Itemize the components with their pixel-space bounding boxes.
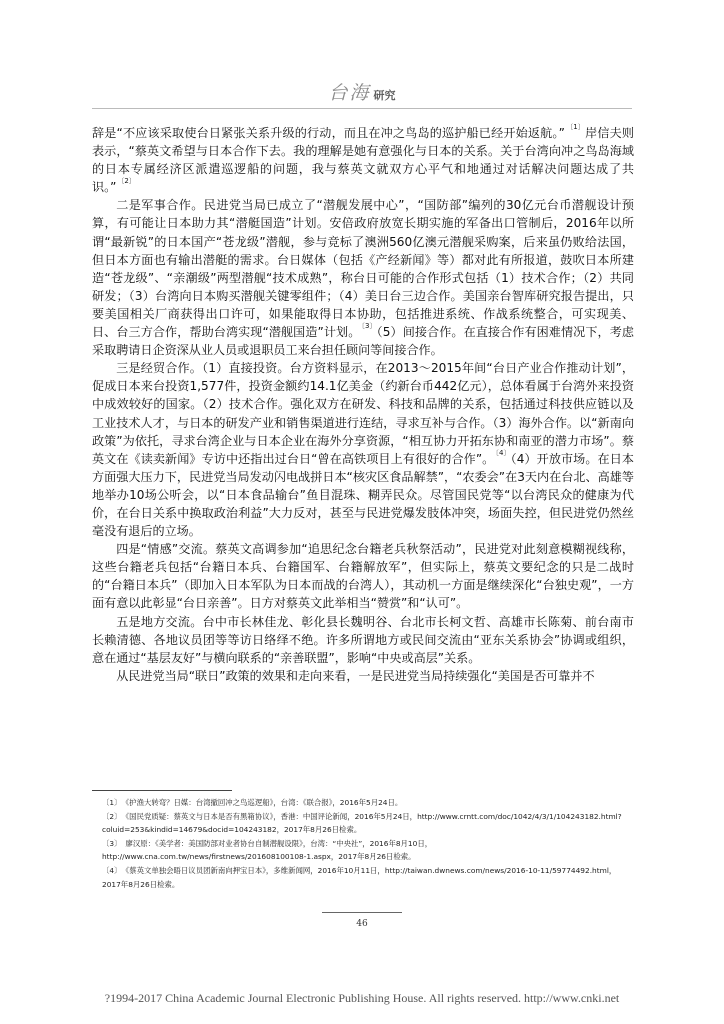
footnote-item: 〔2〕 《国民党质疑：蔡英文与日本是否有黑箱协议》，香港：中国评论新闻，2016年5月24日，http://www.crntt.com/doc/1042/4/3/1/104243182.html?coluid=253&kindid=14679&docid=104243182，2017年8月26日检索。: [102, 811, 622, 835]
page-number-divider: [322, 912, 402, 913]
journal-logo: 台海: [328, 82, 371, 104]
footnote-item: 〔3〕 廖汉原：《美学者：美国防部对业者协台自制潜舰设限》，台湾：“中央社”，2016年8月10日，http://www.cna.com.tw/news/firstnews/201608100108-1.aspx，2017年8月26日检索。: [102, 838, 433, 862]
footnote-ref[interactable]: 〔1〕: [565, 123, 586, 131]
footnote-divider: [92, 790, 232, 791]
footnote-ref[interactable]: 〔2〕: [117, 177, 136, 186]
journal-header: [0, 78, 724, 105]
paragraph: 辞是“不应该采取使台日紧张关系升级的行动，而且在冲之鸟岛的巡护船已经开始返航。”$^{〔1〕}$岸信夫则表示，“蔡英文希望与日本合作下去。我的理解是她有意强化与日本的关系。关于台湾向冲之鸟岛海域的日本专属经济区派遣巡逻船的问题，我与蔡英文就双方心平气和地通过对话解决问题达成了共识。”$^{〔2〕}$: [92, 123, 634, 195]
paragraph: 从民进党当局“联日”政策的效果和走向来看，一是民进党当局持续强化“美国是否可靠并不: [116, 668, 595, 683]
paragraph: 二是军事合作。民进党当局已成立了“潜舰发展中心”，“国防部”编列的30亿元台币潜舰设计预算，有可能让日本助力其“潜艇国造”计划。安倍政府放宽长期实施的军备出口管制后，2016年以所谓“最新锐”的日本国产“苍龙级”潜舰，参与竞标了澳洲560亿澳元潜舰采购案，后来虽仍败给法国，但日本方面也有输出潜艇的需求。台日媒体（包括《产经新闻》等）都对此有所报道，鼓吹日本所建造“苍龙级”、“亲潮级”两型潜舰“技术成熟”，称台日可能的合作形式包括（1）技术合作；（2）共同研发；（3）台湾向日本购买潜舰关键零组件；（4）美日台三边合作。美国亲台智库研究报告提出，只要美国相关厂商获得出口许可，如果能取得日本协助，包括推进系统、作战系统整合，可实现美、日、台三方合作，帮助台湾实现“潜舰国造”计划。$^{〔3〕}$（5）间接合作。在直接合作有困难情况下，考虑采取聘请日企资深从业人员或退职员工来台担任顾问等间接合作。: [92, 198, 634, 358]
paragraph: 三是经贸合作。（1）直接投资。台方资料显示，在2013～2015年间“台日产业合作推动计划”，促成日本来台投资1,577件，投资金额约14.1亿美金（约新台币442亿元），总体看属于台湾外来投资中成效较好的国家。（2）技术合作。强化双方在研发、科技和品牌的关系，包括通过科技供应链以及工业技术人才，与日本的研发产业和销售渠道进行连结，寻求互补与合作。（3）海外合作。以“新南向政策”为依托，寻求台湾企业与日本企业在海外分享资源，“相互协力开拓东协和南亚的潜力市场”。蔡英文在《读卖新闻》专访中还指出过台日“曾在高铁项目上有很好的合作”。$^{〔4〕}$（4）开放市场。在日本方面强大压力下，民进党当局发动闪电战拼日本“核灾区食品解禁”，“农委会”在3天内在台北、高雄等地举办10场公听会，以“日本食品输台”鱼目混珠、糊弄民众。尽管国民党等“以台湾民众的健康为代价，在台日关系中换取政治利益”大力反对，甚至与民进党爆发肢体冲突，场面失控，但民进党仍然丝毫没有退后的立场。: [92, 361, 634, 539]
footnote-ref[interactable]: 〔4〕: [495, 448, 511, 457]
footnote-item: 〔4〕 《蔡英文单独会晤日议员团新南向押宝日本》，多维新闻网，2016年10月11日，http://taiwan.dwnews.com/news/2016-10-11/59774492.html，2017年8月26日检索。: [102, 865, 617, 889]
header-divider: [92, 108, 632, 109]
copyright-notice: ?1994-2017 China Academic Journal Electronic Publishing House. All rights reserved. http://www.cnki.net: [104, 991, 620, 1005]
paragraph: 五是地方交流。台中市长林佳龙、彰化县长魏明谷、台北市长柯文哲、高雄市长陈菊、前台南市长赖清德、各地议员团等等访日络绎不绝。许多所谓地方或民间交流由“亚东关系协会”协调或组织，意在通过“基层友好”与横向联系的“亲善联盟”，影响“中央或高层”关系。: [92, 614, 634, 665]
footnote-ref[interactable]: 〔3〕: [361, 322, 377, 331]
paragraph: 四是“情感”交流。蔡英文高调参加“追思纪念台籍老兵秋祭活动”，民进党对此刻意模糊视线称，这些台籍老兵包括“台籍日本兵、台籍国军、台籍解放军”，但实际上，蔡英文要纪念的只是二战时的“台籍日本兵”（即加入日本军队为日本而战的台湾人），其动机一方面是继续深化“台独史观”，一方面有意以此彰显“台日亲善”。日方对蔡英文此举相当“赞赏”和“认可”。: [92, 542, 634, 611]
page-number: 46: [356, 919, 368, 929]
footnotes: [102, 796, 634, 891]
footnote-item: 〔1〕 《护渔大转弯？日媒：台湾撤回冲之鸟巡逻船》，台湾：《联合报》，2016年5月24日。: [102, 798, 403, 807]
article-body: [92, 124, 634, 685]
journal-logo-sub: 研究: [373, 89, 396, 102]
